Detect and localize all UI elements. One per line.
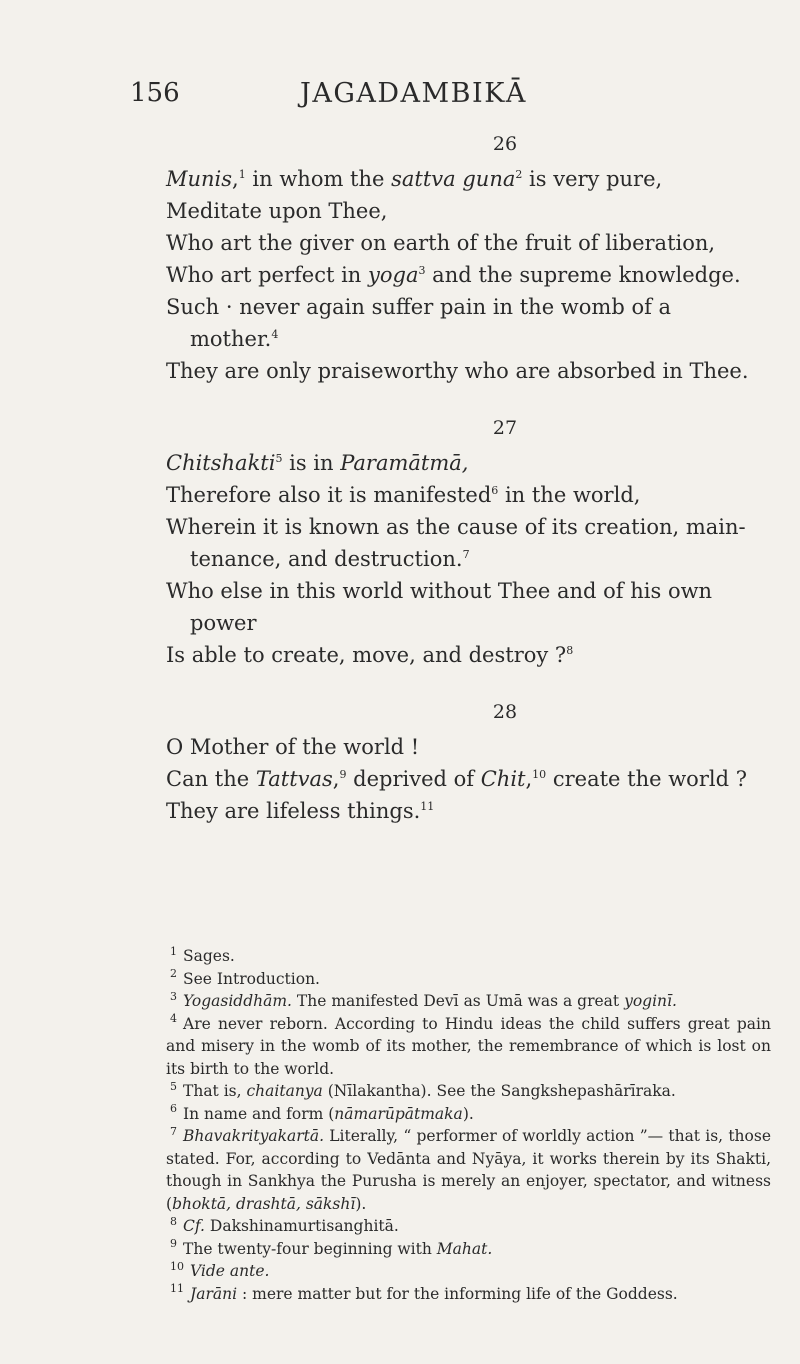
footnote-ref: 1 bbox=[238, 168, 246, 181]
text-run: : mere matter but for the informing life of the Goddess. bbox=[237, 1284, 678, 1303]
italic-text: Mahat. bbox=[436, 1239, 493, 1258]
italic-text: Tattvas bbox=[255, 767, 333, 791]
italic-text: yoginī. bbox=[624, 992, 677, 1010]
footnote-number: 10 bbox=[170, 1259, 184, 1273]
text-run: The manifested Devī as Umā was a great bbox=[291, 992, 625, 1010]
text-run: In name and form ( bbox=[183, 1104, 335, 1123]
text-run: They are only praiseworthy who are absorbed in Thee. bbox=[166, 359, 749, 383]
stanza bbox=[166, 417, 766, 671]
footnote-ref: 4 bbox=[271, 328, 279, 341]
text-run: tenance, and destruction. bbox=[190, 547, 463, 571]
text-run: Dakshinamurtisanghitā. bbox=[204, 1217, 399, 1235]
italic-text: Chitshakti bbox=[166, 451, 276, 475]
text-run: Can the bbox=[166, 767, 256, 791]
verse-line bbox=[166, 259, 766, 291]
text-run: ). bbox=[462, 1104, 474, 1123]
footnote bbox=[166, 1238, 771, 1261]
footnote bbox=[166, 1080, 771, 1103]
text-run: deprived of bbox=[346, 767, 481, 791]
text-run: Are never reborn. According to Hindu ideas the child suffers great pain and misery in the womb of its mother, the remembrance of which is lost on its birth to the world. bbox=[166, 1014, 771, 1078]
footnotes bbox=[166, 945, 771, 1305]
italic-text: Cf. bbox=[183, 1217, 205, 1235]
verse-line bbox=[166, 763, 766, 795]
verse-line bbox=[166, 355, 766, 387]
italic-text: yoga bbox=[368, 263, 419, 287]
footnote-number: 9 bbox=[170, 1237, 177, 1251]
italic-text: Jarāni bbox=[190, 1284, 238, 1303]
verse-line bbox=[166, 543, 766, 575]
italic-text: Munis bbox=[166, 167, 233, 191]
footnote-ref: 2 bbox=[515, 168, 523, 181]
footnote-ref: 7 bbox=[462, 548, 470, 561]
footnote bbox=[166, 1125, 771, 1215]
text-run: See Introduction. bbox=[183, 969, 320, 988]
footnote bbox=[166, 1215, 771, 1238]
page-header bbox=[130, 78, 770, 118]
footnote-number: 6 bbox=[170, 1102, 177, 1116]
text-run: ). bbox=[355, 1194, 367, 1213]
footnote bbox=[166, 945, 771, 968]
verse-body bbox=[166, 133, 766, 857]
footnote-number: 8 bbox=[170, 1214, 177, 1228]
footnote-number: 2 bbox=[170, 967, 177, 981]
stanza-number: 26 bbox=[492, 133, 518, 155]
text-run: (Nīlakantha). See the Sangkshepashārīraka. bbox=[322, 1082, 676, 1100]
text-run: is in bbox=[282, 451, 341, 475]
verse-line bbox=[166, 291, 766, 323]
footnote-number: 1 bbox=[170, 944, 177, 958]
verse-line bbox=[166, 511, 766, 543]
verse-line bbox=[166, 607, 766, 639]
footnote-number: 11 bbox=[170, 1282, 184, 1296]
italic-text: bhoktā, drashtā, sākshī bbox=[172, 1194, 356, 1213]
footnote-number: 7 bbox=[170, 1124, 177, 1138]
text-run: They are lifeless things. bbox=[166, 799, 421, 823]
verse-line bbox=[166, 731, 766, 763]
footnote-ref: 5 bbox=[275, 452, 283, 465]
text-run: in whom the bbox=[245, 167, 392, 191]
text-run: , bbox=[232, 167, 239, 191]
verse-line bbox=[166, 479, 766, 511]
footnote-ref: 8 bbox=[566, 644, 574, 657]
italic-text: chaitanya bbox=[246, 1082, 323, 1100]
text-run: Wherein it is known as the cause of its creation, main- bbox=[166, 515, 746, 539]
footnote-ref: 9 bbox=[339, 768, 347, 781]
italic-text: Yogasiddhām. bbox=[183, 992, 292, 1010]
verse-line bbox=[166, 227, 766, 259]
text-run: Therefore also it is manifested bbox=[166, 483, 492, 507]
text-run: is very pure, bbox=[522, 167, 663, 191]
text-run: mother. bbox=[190, 327, 272, 351]
italic-text: Chit bbox=[480, 767, 526, 791]
italic-text: Paramātmā, bbox=[340, 451, 469, 475]
footnote-ref: 6 bbox=[491, 484, 499, 497]
italic-text: sattva guna bbox=[391, 167, 516, 191]
footnote-ref: 11 bbox=[420, 800, 435, 813]
text-run: Sages. bbox=[183, 947, 235, 965]
stanza-number: 27 bbox=[492, 417, 518, 439]
stanza-number: 28 bbox=[492, 701, 518, 723]
text-run: power bbox=[190, 611, 257, 635]
footnote bbox=[166, 1283, 771, 1306]
verse-line bbox=[166, 447, 766, 479]
footnote bbox=[166, 1103, 771, 1126]
text-run: Who art perfect in bbox=[166, 263, 369, 287]
text-run: That is, bbox=[183, 1082, 247, 1100]
text-run: O Mother of the world ! bbox=[166, 735, 420, 759]
verse-line bbox=[166, 195, 766, 227]
footnote-number: 5 bbox=[170, 1079, 177, 1093]
verse-line bbox=[166, 575, 766, 607]
text-run: in the world, bbox=[498, 483, 641, 507]
footnote bbox=[166, 1013, 771, 1081]
text-run: Who art the giver on earth of the fruit of liberation, bbox=[166, 231, 716, 255]
running-title: JAGADAMBIKĀ bbox=[300, 78, 527, 109]
footnote bbox=[166, 968, 771, 991]
page-number: 156 bbox=[130, 78, 180, 108]
verse-line bbox=[166, 163, 766, 195]
footnote-number: 4 bbox=[170, 1012, 177, 1026]
text-run: , bbox=[332, 767, 340, 791]
text-run: Is able to create, move, and destroy ? bbox=[166, 643, 567, 667]
text-run: create the world ? bbox=[546, 767, 747, 791]
footnote bbox=[166, 1260, 771, 1283]
text-run: , bbox=[525, 767, 533, 791]
text-run: Who else in this world without Thee and of his own bbox=[166, 579, 713, 603]
text-run: Literally, “ performer of worldly action ”— that is, those stated. For, according to Vedānta and Nyāya, it works therein by its Shakti, though in Sankhya the Purusha is merely an enjoyer, spectator, and witness ( bbox=[166, 1127, 771, 1213]
stanza bbox=[166, 701, 766, 827]
footnote-ref: 10 bbox=[532, 768, 547, 781]
text-run: Such · never again suffer pain in the womb of a bbox=[166, 295, 672, 319]
footnote bbox=[166, 990, 771, 1013]
stanza bbox=[166, 133, 766, 387]
text-run: The twenty-four beginning with bbox=[183, 1239, 437, 1258]
text-run: Meditate upon Thee, bbox=[166, 199, 388, 223]
footnote-number: 3 bbox=[170, 989, 177, 1003]
text-run: and the supreme knowledge. bbox=[425, 263, 741, 287]
italic-text: nāmarūpātmaka bbox=[334, 1104, 463, 1123]
italic-text: Bhavakrityakartā. bbox=[183, 1127, 325, 1145]
verse-line bbox=[166, 323, 766, 355]
italic-text: Vide ante. bbox=[190, 1262, 270, 1280]
footnote-ref: 3 bbox=[418, 264, 426, 277]
verse-line bbox=[166, 795, 766, 827]
verse-line bbox=[166, 639, 766, 671]
